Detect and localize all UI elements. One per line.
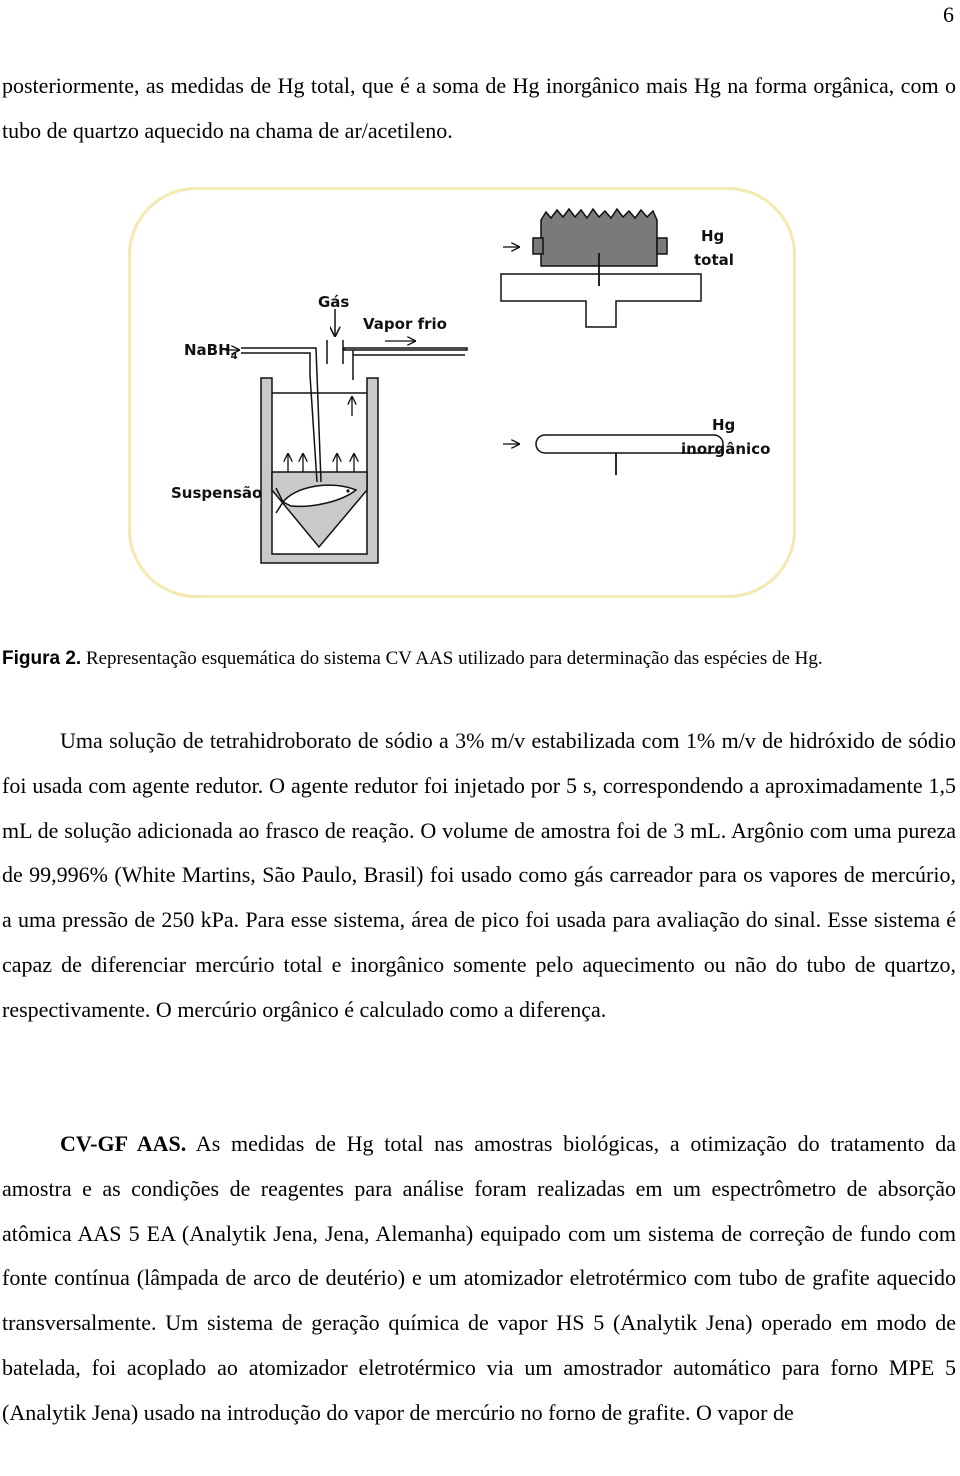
label-nabh4 bbox=[184, 341, 238, 362]
label-hg-inorganico-2: inorgânico bbox=[681, 440, 771, 458]
label-hg-total-2: total bbox=[694, 251, 734, 269]
paragraph-reductant-text: Uma solução de tetrahidroborato de sódio a 3% m/v estabilizada com 1% m/v de hidróxido de sódio foi usada com agente redutor. O agente redutor foi injetado por 5 s, correspondendo a aproximadamente 1,5 mL de solução adicionada ao frasco de reação. O volume de amostra foi de 3 mL. Argônio com uma pureza de 99,996% (White Martins, São Paulo, Brasil) foi usado como gás carreador para os vapores de mercúrio, a uma pressão de 250 kPa. Para esse sistema, área de pico foi usada para avaliação do sinal. Esse sistema é capaz de diferenciar mercúrio total e inorgânico somente pelo aquecimento ou não do tubo de quartzo, respectivamente. O mercúrio orgânico é calculado como a diferença. bbox=[2, 728, 956, 1022]
inlet-tubes bbox=[185, 309, 467, 482]
caption-label: Figura 2. bbox=[2, 648, 82, 669]
label-hg-inorganico-1: Hg bbox=[712, 416, 736, 434]
heated-quartz-tube bbox=[501, 209, 701, 327]
page-number: 6 bbox=[943, 2, 954, 27]
gas-flow-arrows bbox=[288, 397, 354, 472]
label-gas: Gás bbox=[318, 293, 350, 311]
paragraph-reductant bbox=[2, 719, 956, 1033]
cv-aas-schematic-figure bbox=[128, 187, 796, 598]
reaction-vessel bbox=[261, 378, 378, 563]
paragraph-cv-gf-aas bbox=[2, 1122, 956, 1436]
paragraph-cv-gf-aas-text: As medidas de Hg total nas amostras biológicas, a otimização do tratamento da amostra e as condições de reagentes para análise foram realizadas em um espectrômetro de absorção atômica AAS 5 EA (Analytik Jena, Jena, Alemanha) equipado com um sistema de correção de fundo com fonte contínua (lâmpada de arco de deutério) e um atomizador eletrotérmico com tubo de grafite aquecido transversalmente. Um sistema de geração química de vapor HS 5 (Analytik Jena) operado em modo de batelada, foi acoplado ao atomizador eletrotérmico via um amostrador automático para forno MPE 5 (Analytik Jena) usado na introdução do vapor de mercúrio no forno de grafite. O vapor de bbox=[2, 1131, 956, 1425]
label-vapor-frio: Vapor frio bbox=[363, 315, 447, 333]
schematic-diagram bbox=[131, 190, 799, 601]
label-nabh4-sub: 4 bbox=[230, 351, 238, 362]
intro-paragraph: posteriormente, as medidas de Hg total, que é a soma de Hg inorgânico mais Hg na forma orgânica, com o tubo de quartzo aquecido na chama de ar/acetileno. bbox=[2, 73, 956, 143]
label-hg-total-1: Hg bbox=[701, 227, 725, 245]
caption-text: Representação esquemática do sistema CV AAS utilizado para determinação das espécies de Hg. bbox=[81, 648, 823, 669]
label-nabh4-main: NaBH bbox=[184, 341, 231, 359]
section-heading: CV-GF AAS. bbox=[60, 1131, 187, 1156]
label-suspensao: Suspensão bbox=[171, 484, 263, 502]
figure-caption bbox=[2, 646, 956, 672]
